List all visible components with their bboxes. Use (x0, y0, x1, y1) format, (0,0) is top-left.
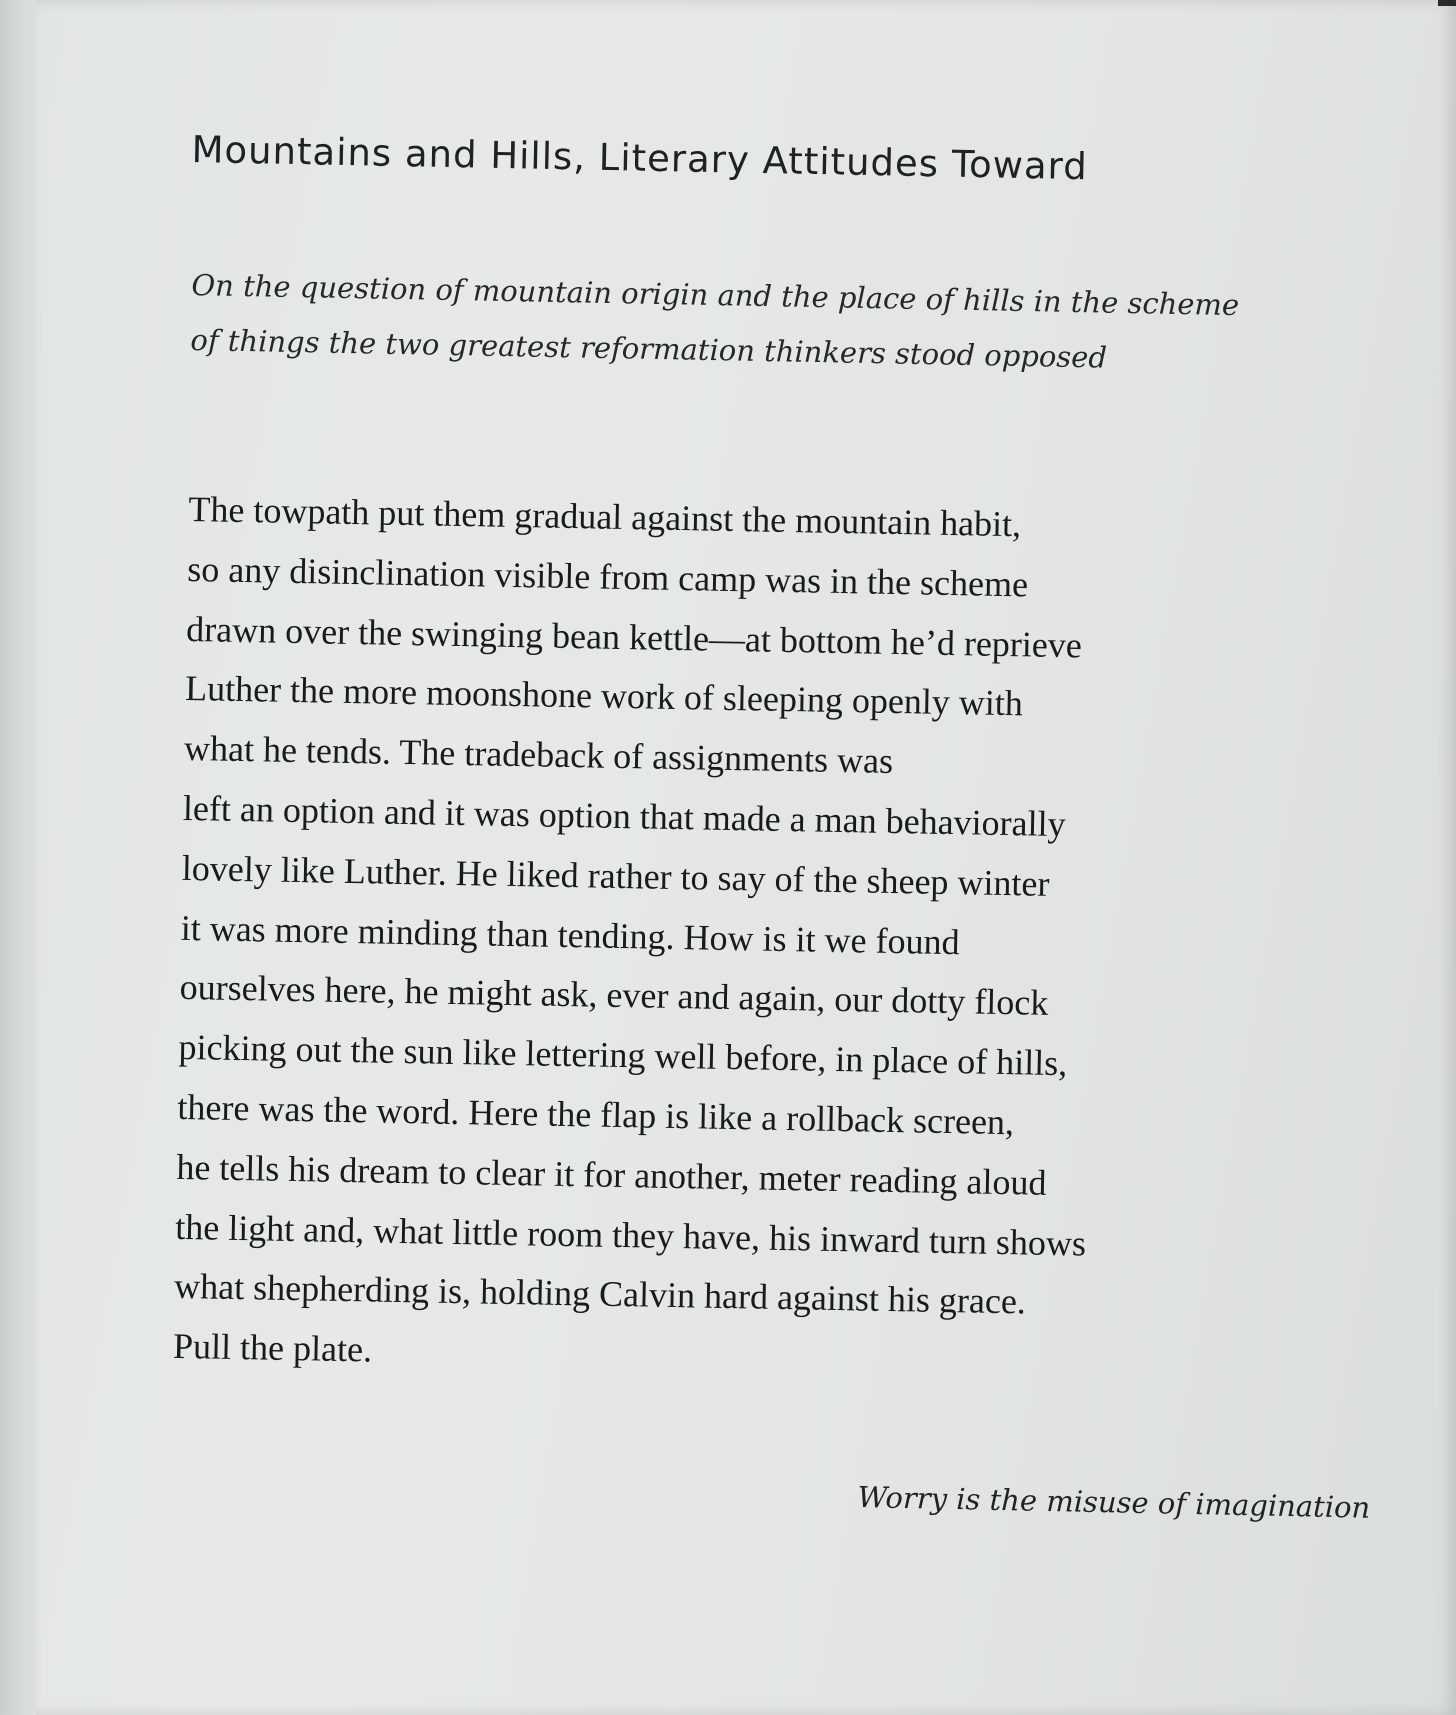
book-spine-shadow (0, 0, 40, 1715)
poem-line: he tells his dream to clear it for another, meter reading aloud (176, 1146, 1047, 1203)
page-corner-mark (1438, 0, 1456, 6)
poem-line: there was the word. Here the flap is like a rollback screen, (177, 1086, 1015, 1143)
poem-line: it was more minding than tending. How is it we found (180, 907, 960, 962)
page-subtitle (190, 258, 1240, 388)
subtitle-line: On the question of mountain origin and the place of hills in the scheme (191, 267, 1240, 323)
epigraph: Worry is the misuse of imagination (857, 1480, 1371, 1525)
poem-line: ourselves here, he might ask, ever and again, our dotty flock (179, 967, 1049, 1024)
poem-line: so any disinclination visible from camp was in the scheme (187, 548, 1029, 605)
poem-line: picking out the sun like lettering well before, in place of hills, (178, 1027, 1068, 1084)
poem-line: drawn over the swinging bean kettle—at bottom he’d reprieve (185, 608, 1083, 665)
poem-line: what shepherding is, holding Calvin hard against his grace. (173, 1266, 1027, 1322)
poem-line: left an option and it was option that made a man behaviorally (182, 787, 1066, 845)
poem-line: what he tends. The tradeback of assignments was (183, 728, 894, 782)
poem-line: Luther the more moonshone work of sleeping openly with (184, 668, 1024, 724)
poem-body (173, 480, 1100, 1393)
page-title: Mountains and Hills, Literary Attitudes Toward (191, 128, 1089, 189)
poem-line: the light and, what little room they have, his inward turn shows (174, 1206, 1087, 1264)
poem-line: Pull the plate. (172, 1326, 373, 1370)
poem-line: lovely like Luther. He liked rather to say of the sheep winter (181, 847, 1050, 904)
subtitle-line: of things the two greatest reformation thinkers stood opposed (190, 322, 1108, 375)
poem-line: The towpath put them gradual against the mountain habit, (188, 488, 1022, 545)
